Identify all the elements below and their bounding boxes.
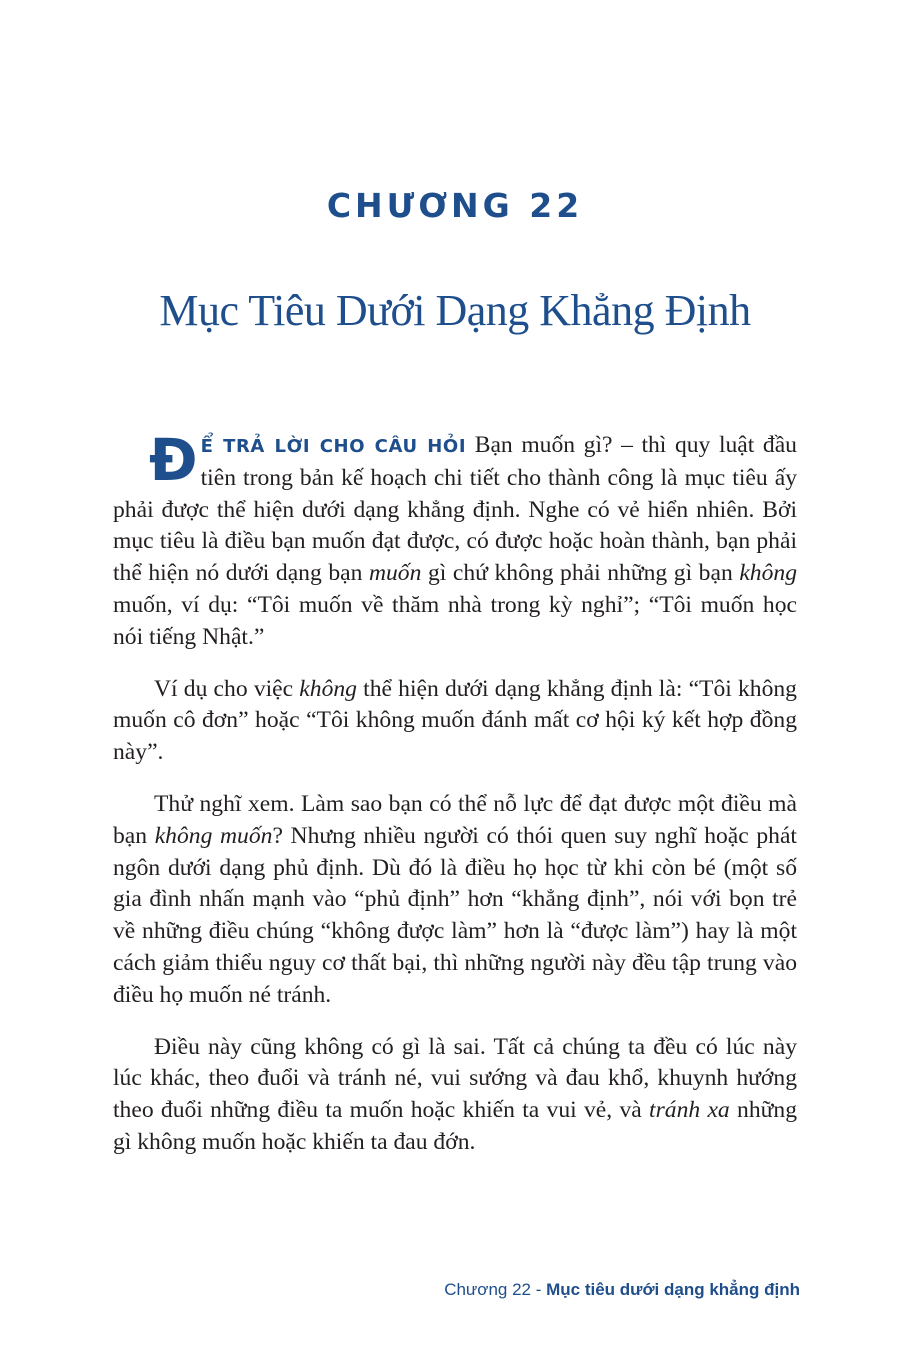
lead-in-smallcaps: Ể TRẢ LỜI CHO CÂU HỎI bbox=[200, 436, 467, 457]
text-run: Thử nghĩ xem. Làm sao bạn có thể nỗ lực để đạt được một điều mà bạn bbox=[113, 790, 797, 849]
paragraph-4 bbox=[113, 1032, 797, 1159]
emphasis: không bbox=[739, 560, 797, 587]
text-run: Điều này cũng không có gì là sai. Tất cả chúng ta đều có lúc này lúc khác, theo đuổi và tránh né, vui sướng và đau khổ, khuynh hướng theo đuổi những điều ta muốn hoặc khiến ta vui vẻ, và bbox=[113, 1033, 797, 1124]
footer-chapter: Chương 22 - bbox=[444, 1280, 547, 1299]
emphasis: không bbox=[299, 675, 357, 702]
text-run: gì chứ không phải những gì bạn bbox=[421, 560, 740, 587]
paragraph-2 bbox=[113, 674, 797, 769]
emphasis: muốn bbox=[368, 560, 422, 587]
text-run: Ví dụ cho việc bbox=[154, 675, 300, 702]
running-footer bbox=[444, 1280, 800, 1300]
text-run: ? Nhưng nhiều người có thói quen suy nghĩ hoặc phát ngôn dưới dạng phủ định. Dù đó là điều họ học từ khi còn bé (một số gia đình nhấn mạnh vào “phủ định” hơn “khẳng định”, nói với bọn trẻ về những điều chúng “không được làm” hơn là “được làm”) hay là một cách giảm thiểu nguy cơ thất bại, thì những người này đều tập trung vào điều họ muốn né tránh. bbox=[113, 822, 797, 1008]
drop-cap: Đ bbox=[149, 426, 198, 494]
chapter-number: CHƯƠNG 22 bbox=[326, 186, 584, 225]
paragraph-1 bbox=[113, 426, 797, 654]
emphasis: tránh xa bbox=[649, 1097, 730, 1124]
text-run: những gì không muốn hoặc khiến ta đau đớn. bbox=[113, 1097, 798, 1155]
text-run: thể hiện dưới dạng khẳng định là: “Tôi không muốn cô đơn” hoặc “Tôi không muốn đánh mất cơ hội ký kết hợp đồng này”. bbox=[113, 675, 797, 766]
text-run: muốn, ví dụ: “Tôi muốn về thăm nhà trong kỳ nghỉ”; “Tôi muốn học nói tiếng Nhật.” bbox=[113, 591, 797, 650]
text-run: Bạn muốn gì? – thì quy luật đầu tiên trong bản kế hoạch chi tiết cho thành công là mục tiêu ấy phải được thể hiện dưới dạng khẳng định. Nghe có vẻ hiển nhiên. Bởi mục tiêu là điều bạn muốn đạt được, có được hoặc hoàn thành, bạn phải thể hiện nó dưới dạng bạn bbox=[113, 432, 797, 587]
footer-title: Mục tiêu dưới dạng khẳng định bbox=[546, 1280, 800, 1299]
chapter-title: Mục Tiêu Dưới Dạng Khẳng Định bbox=[159, 286, 751, 335]
paragraph-3 bbox=[113, 789, 797, 1012]
chapter-body bbox=[113, 426, 798, 1179]
emphasis: không muốn bbox=[154, 822, 273, 849]
